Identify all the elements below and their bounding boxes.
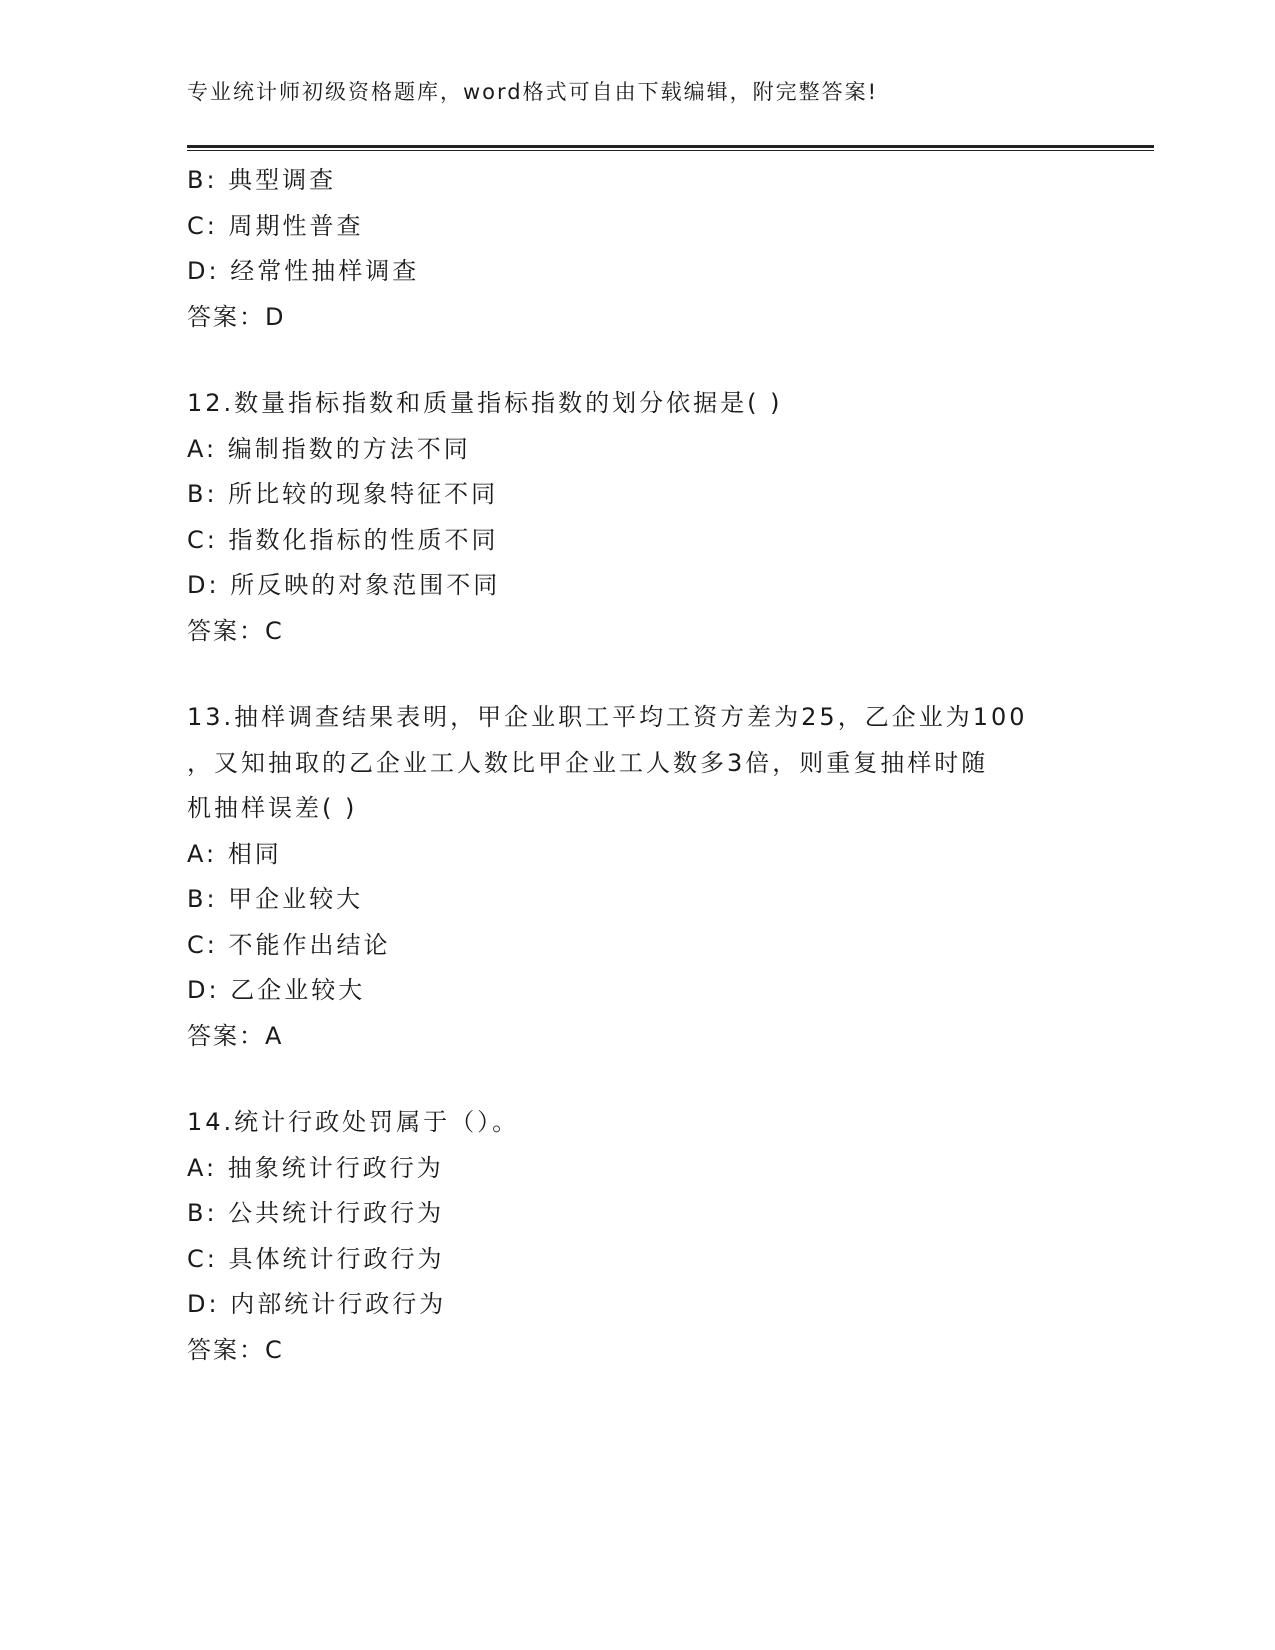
option-c: C: 周期性普查: [187, 211, 364, 240]
option-d: D: 所反映的对象范围不同: [187, 571, 501, 599]
option-b: B: 所比较的现象特征不同: [187, 480, 499, 508]
question-content: [187, 158, 1087, 1373]
spacer: [187, 1059, 1087, 1100]
option-a: A: 抽象统计行政行为: [187, 1153, 444, 1182]
option-c: C: 不能作出结论: [187, 930, 391, 959]
option-a: A: 相同: [187, 839, 282, 868]
option-c: C: 具体统计行政行为: [187, 1244, 445, 1273]
question-stem-line-2: ，又知抽取的乙企业工人数比甲企业工人数多3倍，则重复抽样时随: [187, 748, 989, 777]
header-rule-thin: [187, 150, 1154, 151]
question-14: [187, 1100, 1087, 1373]
option-d: D: 经常性抽样调查: [187, 257, 420, 285]
spacer: [187, 654, 1087, 695]
answer: 答案：C: [187, 616, 284, 645]
page-header: 专业统计师初级资格题库，word格式可自由下载编辑，附完整答案!: [187, 80, 879, 104]
question-12: [187, 381, 1087, 654]
question-stem-line-3: 机抽样误差( ): [187, 794, 358, 822]
question-11-tail: [187, 158, 1087, 340]
answer: 答案：C: [187, 1335, 284, 1364]
header-rule-thick: [187, 145, 1154, 148]
option-b: B: 甲企业较大: [187, 885, 364, 913]
option-b: B: 典型调查: [187, 166, 337, 194]
option-a: A: 编制指数的方法不同: [187, 434, 471, 463]
option-c: C: 指数化指标的性质不同: [187, 525, 499, 554]
option-b: B: 公共统计行政行为: [187, 1199, 445, 1227]
option-d: D: 内部统计行政行为: [187, 1290, 447, 1318]
answer: 答案：D: [187, 302, 286, 331]
option-d: D: 乙企业较大: [187, 976, 366, 1004]
spacer: [187, 340, 1087, 381]
question-stem: 14.统计行政处罚属于（）。: [187, 1108, 520, 1136]
question-stem-line-1: 13.抽样调查结果表明，甲企业职工平均工资方差为25，乙企业为100: [187, 703, 1028, 731]
question-stem: 12.数量指标指数和质量指标指数的划分依据是( ): [187, 389, 783, 417]
question-13: [187, 695, 1087, 1059]
answer: 答案：A: [187, 1021, 284, 1050]
